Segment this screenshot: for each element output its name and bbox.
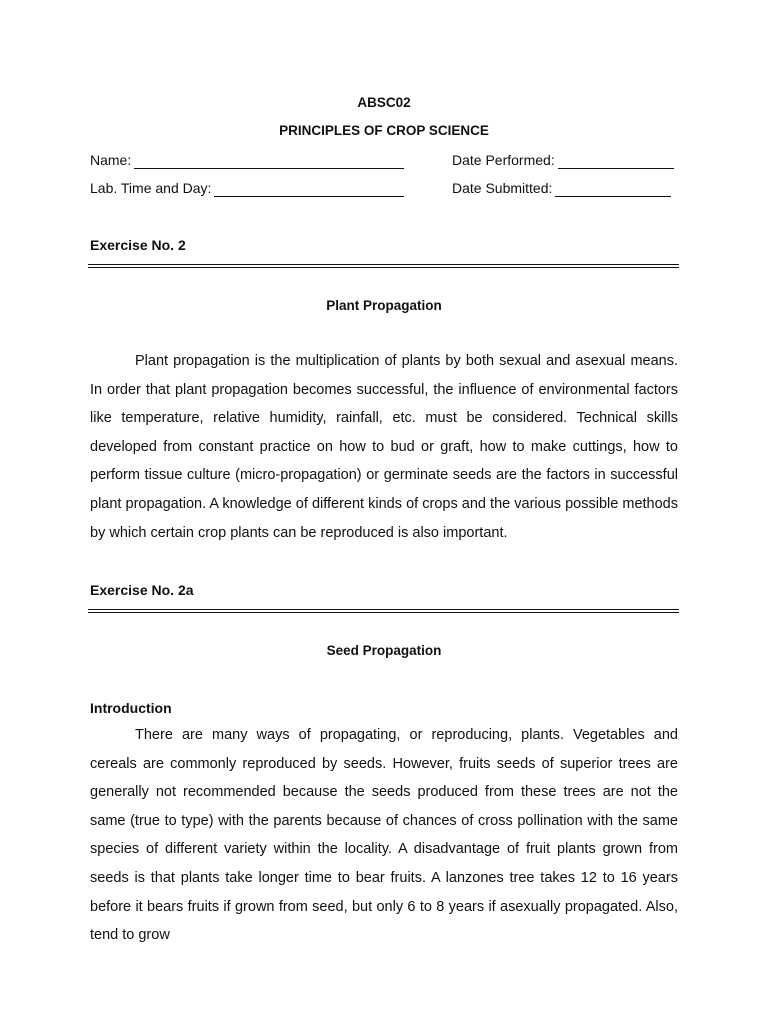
exercise-2-title: Plant Propagation [326,298,442,313]
date-submitted-field[interactable] [452,179,671,197]
name-blank-line[interactable] [134,154,404,169]
exercise-2-label: Exercise No. 2 [90,237,186,253]
date-performed-field[interactable] [452,151,674,169]
date-submitted-label: Date Submitted: [452,180,553,196]
exercise-2-paragraph: Plant propagation is the multiplication of plants by both sexual and asexual means. In order that plant propagation becomes successful, the influence of environmental factors like temperature, relative humidity, rainfall, etc. must be considered. Technical skills developed from constant practice on how to bud or graft, how to make cuttings, how to perform tissue culture (micro-propagation) or germinate seeds are the factors in successful plant propagation. A knowledge of different kinds of crops and the various possible methods by which certain crop plants can be reproduced is also important. [90,353,678,541]
course-title: PRINCIPLES OF CROP SCIENCE [279,123,489,138]
introduction-heading: Introduction [90,700,172,716]
introduction-paragraph: There are many ways of propagating, or reproducing, plants. Vegetables and cereals are commonly reproduced by seeds. However, fruits seeds of superior trees are generally not recommended because the seeds produced from these trees are not the same (true to type) with the parents because of chances of cross pollination with the same species of different variety within the locality. A disadvantage of fruit plants grown from seeds is that plants take longer time to bear fruits. A lanzones tree takes 12 to 16 years before it bears fruits if grown from seed, but only 6 to 8 years if asexually propagated. Also, tend to grow [90,727,678,944]
lab-time-field[interactable] [90,179,404,197]
date-performed-label: Date Performed: [452,152,555,168]
date-performed-blank-line[interactable] [558,154,674,169]
name-label: Name: [90,152,132,168]
name-field[interactable] [90,151,404,169]
exercise-2a-title: Seed Propagation [326,643,442,658]
date-submitted-blank-line[interactable] [555,182,671,197]
course-code: ABSC02 [357,95,411,110]
lab-time-blank-line[interactable] [214,182,404,197]
section-divider [88,609,679,613]
section-divider [88,264,679,268]
lab-time-label: Lab. Time and Day: [90,180,212,196]
exercise-2a-label: Exercise No. 2a [90,582,194,598]
